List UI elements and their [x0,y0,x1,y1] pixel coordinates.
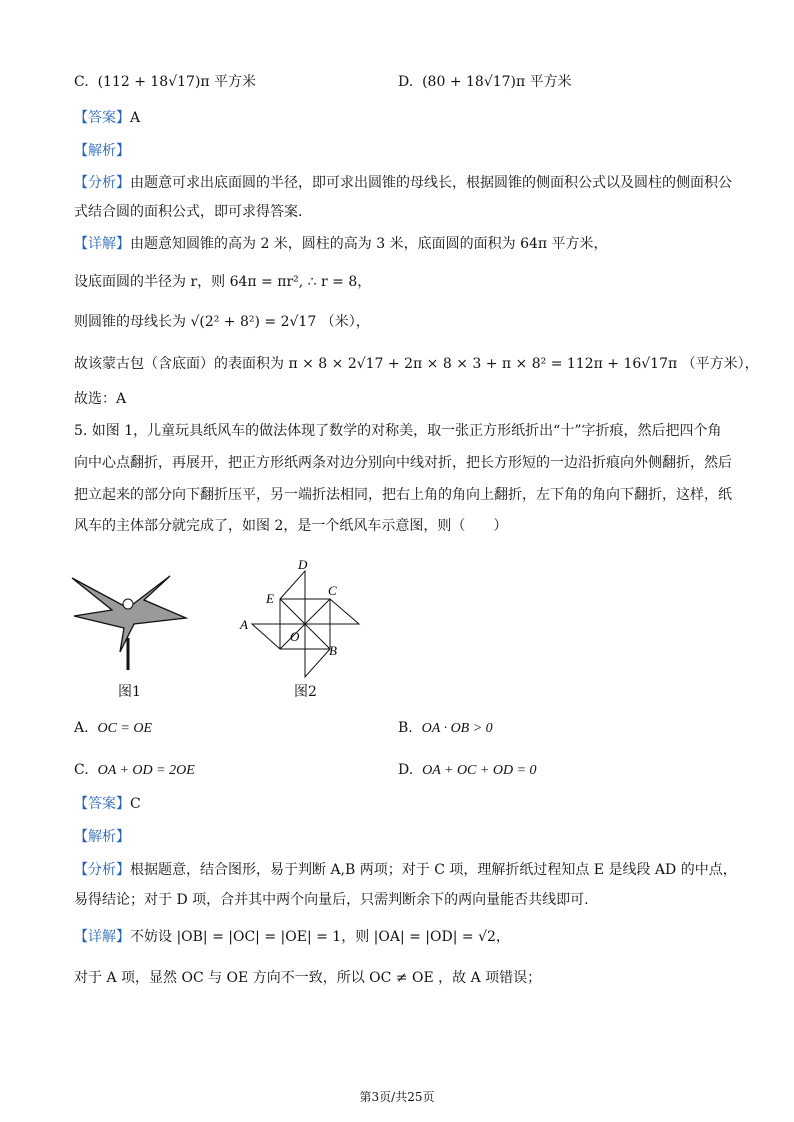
q5-stem-line2: 向中心点翻折，再展开，把正方形纸两条对边分别向中线对折，把长方形短的一边沿折痕向外侧翻折，然后 [74,455,732,471]
q4-option-d: D. (80 + 18√17)π 平方米 [398,74,572,90]
figure-1-pinwheel [68,572,193,672]
q5-answer: 【答案】C [74,796,141,812]
label-e: E [266,591,274,606]
answer-tag: 【答案】 [74,796,130,812]
q5-fenxi-line1: 【分析】根据题意，结合图形，易于判断 A,B 两项；对于 C 项，理解折纸过程知点 E 是线段 AD 的中点， [74,862,737,878]
q5-stem-line4: 风车的主体部分就完成了，如图 2，是一个纸风车示意图，则（ ） [74,518,508,534]
q4-xiangjie-line4: 故该蒙古包（含底面）的表面积为 π × 8 × 2√17 + 2π × 8 × 3 + π × 8² = 112π + 16√17π （平方米）， [74,356,759,372]
q4-xiangjie-line1: 【详解】由题意知圆锥的高为 2 米，圆柱的高为 3 米，底面圆的面积为 64π 平方米， [74,236,608,252]
q4-fenxi-line1: 【分析】由题意可求出底面圆的半径，即可求出圆锥的母线长，根据圆锥的侧面积公式以及圆柱的侧面积公 [74,175,732,191]
q5-option-d: D. OA + OC + OD = 0 [398,762,537,778]
figure-2-schematic [232,555,367,680]
q4-answer: 【答案】A [74,110,141,126]
q4-fenxi-line2: 式结合圆的面积公式，即可求得答案. [74,204,303,220]
label-b: B [329,643,337,658]
label-c: C [328,583,337,598]
q4-option-d-expr: (80 + 18√17)π 平方米 [422,74,572,90]
label-o: O [290,629,300,644]
q5-xiangjie-line1: 【详解】不妨设 |OB| = |OC| = |OE| = 1，则 |OA| = |OD| = √2， [74,929,510,945]
answer-tag: 【答案】 [74,110,130,126]
q5-option-a-expr: OC = OE [97,721,153,736]
q5-option-a: A. OC = OE [74,720,153,736]
q4-xiangjie-line3: 则圆锥的母线长为 √(2² + 8²) = 2√17 （米）， [74,314,370,330]
q5-stem-line3: 把立起来的部分向下翻折压平，另一端折法相同，把右上角的角向上翻折，左下角的角向下翻折，这样，纸 [74,487,732,503]
q5-option-b: B. OA · OB > 0 [398,720,493,736]
q5-fenxi-line2: 易得结论；对于 D 项，合并其中两个向量后，只需判断余下的两向量能否共线即可. [74,892,589,908]
xiangjie-tag: 【详解】 [74,929,130,945]
pinwheel-center-hole [123,599,133,609]
q5-option-c-expr: OA + OD = 2OE [97,763,195,778]
label-a: A [240,617,248,632]
page-footer: 第3页/共25页 [359,1090,435,1104]
q4-option-c-expr: (112 + 18√17)π 平方米 [97,74,257,90]
figure-2-caption: 图2 [294,684,317,700]
q4-jiexi [74,141,130,161]
q5-option-d-expr: OA + OC + OD = 0 [422,763,537,778]
jiexi-tag: 【解析】 [74,143,130,159]
fenxi-tag: 【分析】 [74,175,130,191]
q4-xiangjie-line5: 故选：A [74,391,127,407]
q5-option-b-expr: OA · OB > 0 [421,721,493,736]
q4-xiangjie-line2: 设底面圆的半径为 r，则 64π = πr², ∴ r = 8， [74,274,372,290]
label-d: D [298,557,308,572]
jiexi-tag: 【解析】 [74,829,130,845]
xiangjie-tag: 【详解】 [74,236,130,252]
q4-option-c: C. (112 + 18√17)π 平方米 [74,74,257,90]
q5-option-c: C. OA + OD = 2OE [74,762,195,778]
figure-1-caption: 图1 [118,684,141,700]
q5-stem-line1: 5. 如图 1，儿童玩具纸风车的做法体现了数学的对称美，取一张正方形纸折出“十”字折痕，然后把四个角 [74,423,722,439]
q5-xiangjie-line2: 对于 A 项，显然 OC 与 OE 方向不一致，所以 OC ≠ OE ，故 A 项错误； [74,970,542,986]
fenxi-tag: 【分析】 [74,862,130,878]
q5-jiexi [74,827,130,847]
